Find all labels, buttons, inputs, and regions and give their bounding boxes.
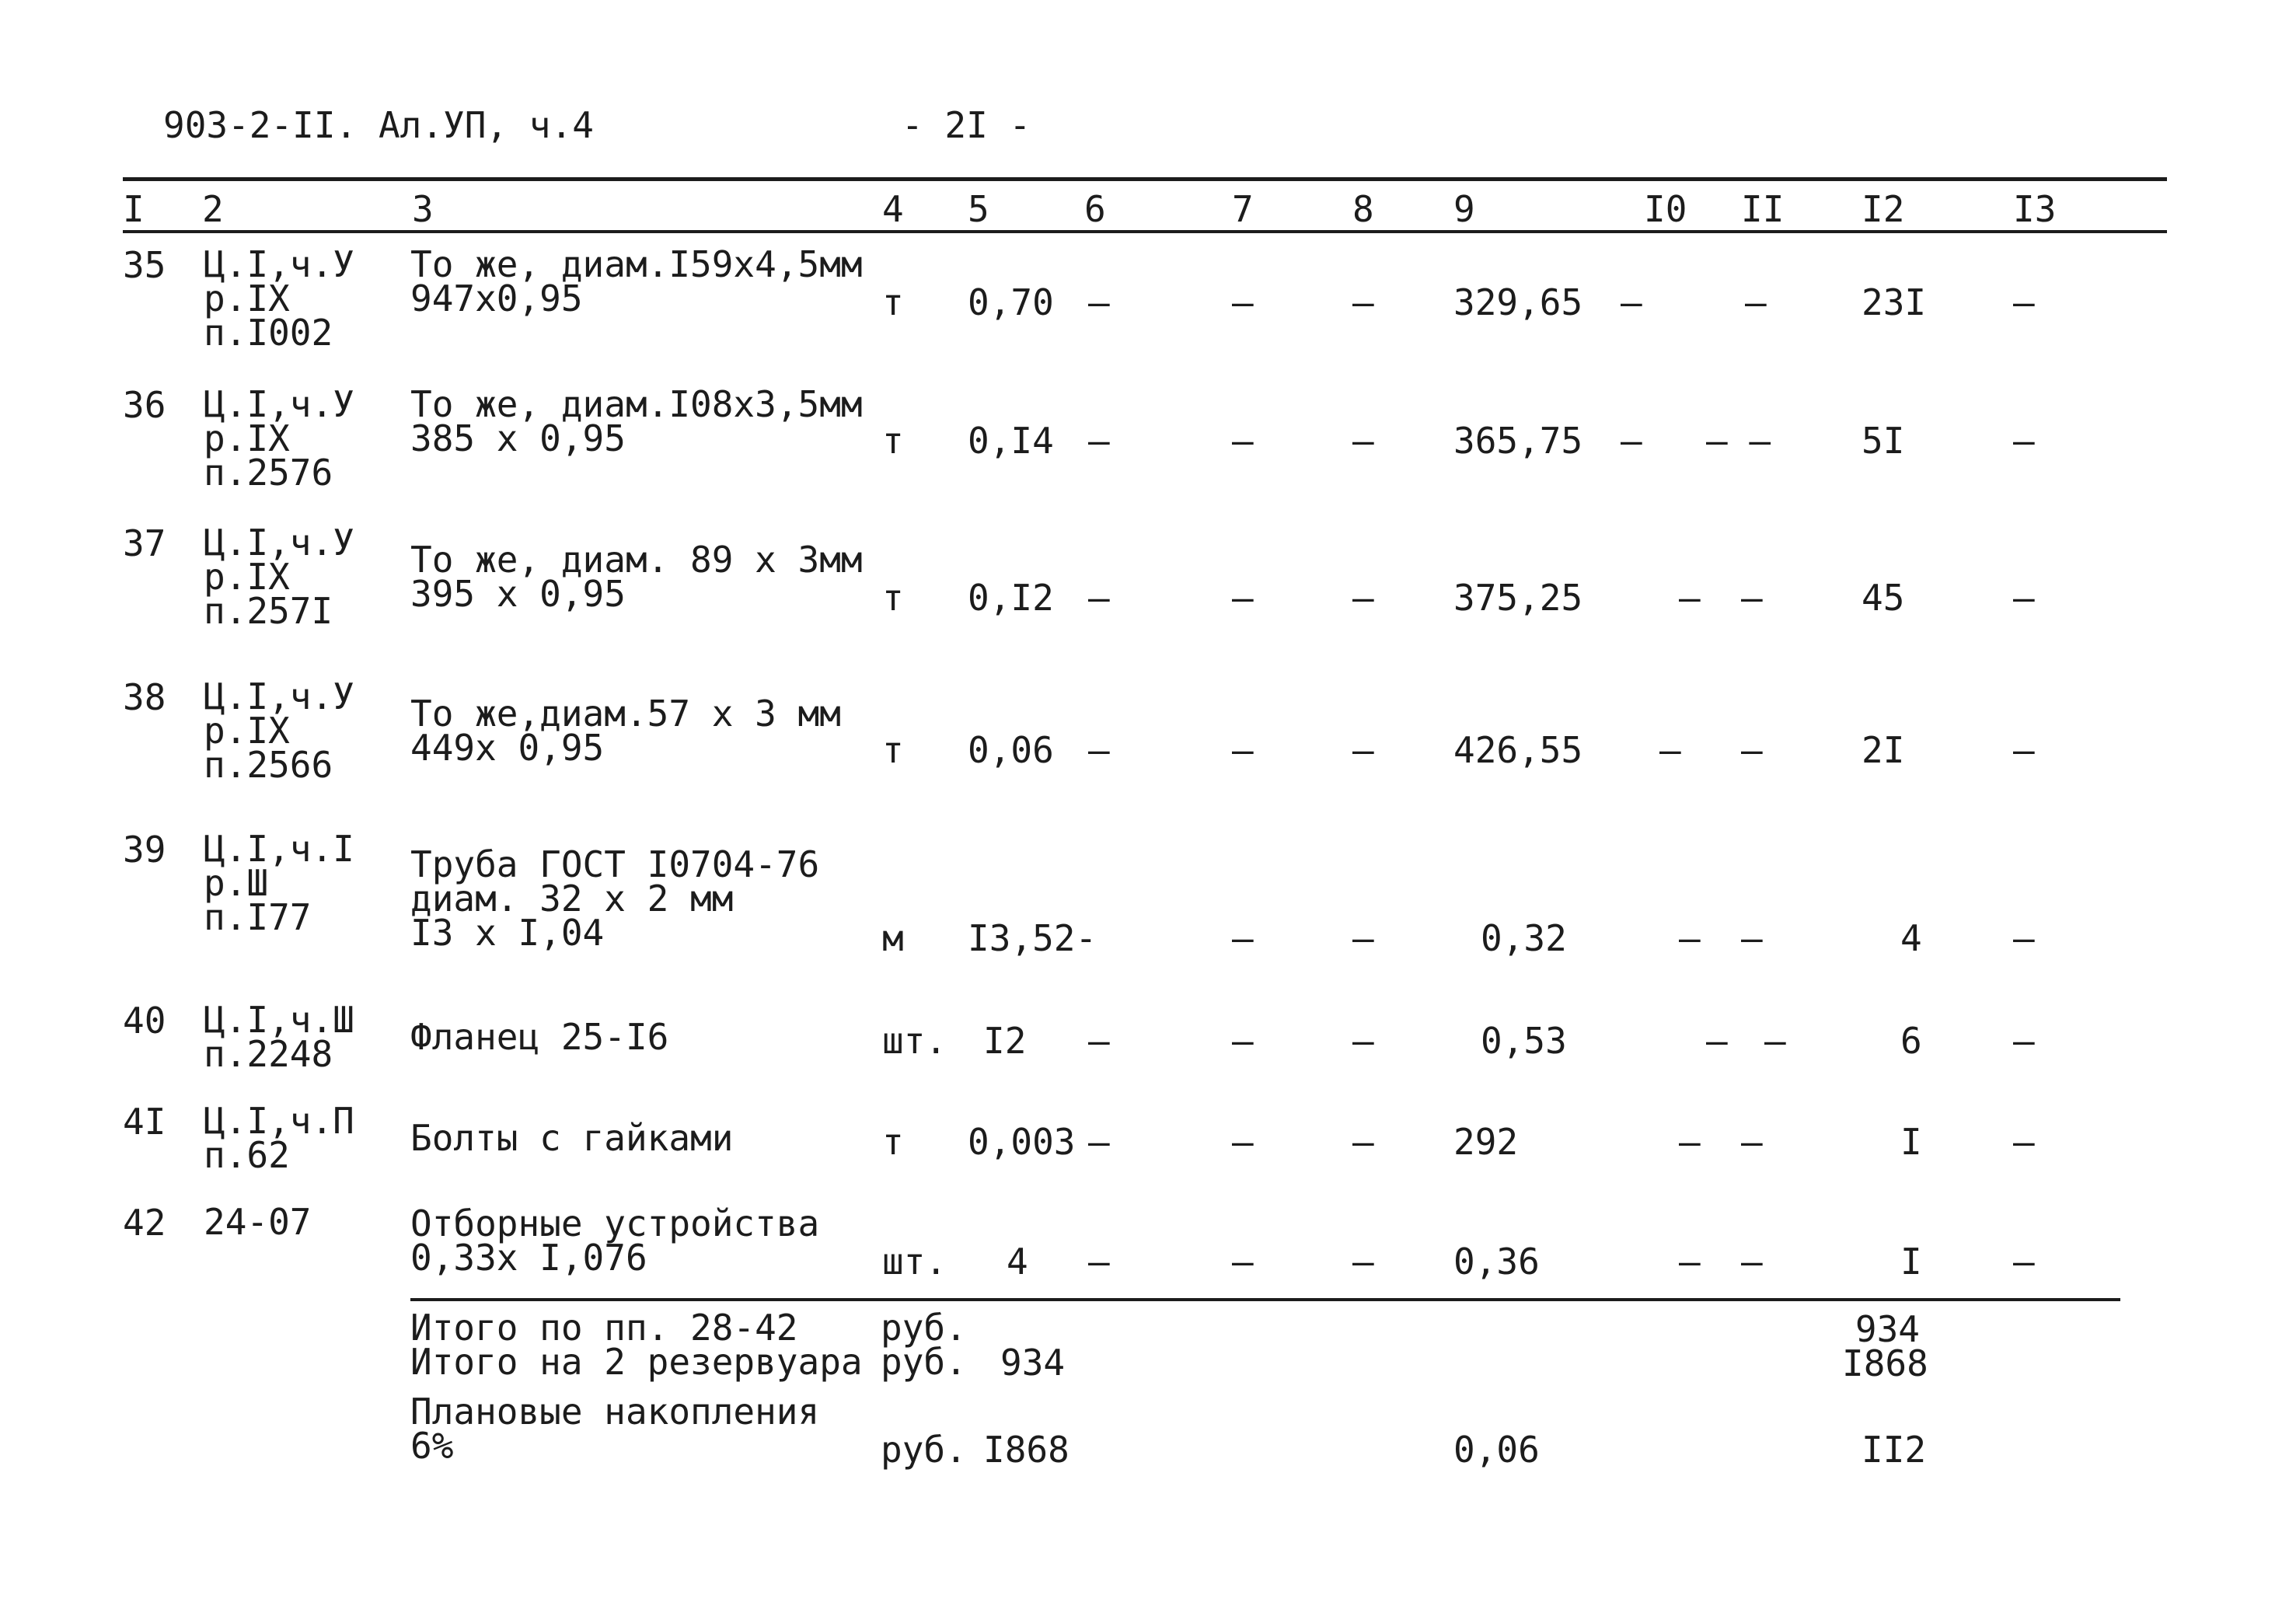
unit: т [882,281,904,323]
col-10: – [1621,281,1642,323]
total: I [1900,1241,1922,1283]
quantity: 0,I2 [968,577,1054,619]
unit: т [882,729,904,771]
row-number: 4I [123,1101,166,1143]
col-7: – [1232,1241,1254,1283]
total: 5I [1862,420,1905,462]
col-11: – [1741,1241,1763,1283]
table-top-rule [123,177,2167,181]
col-13: – [2013,917,2035,959]
col-6: – [1088,281,1110,323]
col-10: – [1679,1121,1701,1163]
col-11: – [1764,1020,1786,1062]
unit: т [882,1121,904,1163]
document-code: 903-2-II. Ал.УП, ч.4 [163,104,594,146]
planned-rate: 0,06 [1453,1429,1540,1471]
quantity: I3,52- [968,917,1097,959]
row-number: 35 [123,244,166,286]
col-11: – [1741,577,1763,619]
col-11: – [1741,917,1763,959]
col-13: – [2013,1020,2035,1062]
col-6: – [1088,420,1110,462]
col-10: – [1706,1020,1728,1062]
item-description: Болты с гайками [410,1117,734,1159]
col-6: – [1088,729,1110,771]
col-8: – [1352,281,1374,323]
total: 6 [1900,1020,1922,1062]
col-6: – [1088,1241,1110,1283]
col-8: – [1352,1020,1374,1062]
unit-price: 0,36 [1453,1241,1540,1283]
col-13: – [2013,420,2035,462]
col-header-11: II [1741,188,1785,230]
unit: шт. [882,1241,947,1283]
col-11: – [1741,1121,1763,1163]
item-description: То же, диам.I59х4,5мм 947х0,95 [410,243,863,319]
row-number: 37 [123,522,166,564]
two-tanks-total: I868 [1842,1342,1928,1384]
unit: т [882,420,904,462]
col-header-5: 5 [968,188,989,230]
col-10: – [1679,577,1701,619]
col-8: – [1352,1121,1374,1163]
unit-price: 292 [1453,1121,1519,1163]
summary-units [881,1307,967,1383]
col-6: – [1088,1020,1110,1062]
col-7: – [1232,1020,1254,1062]
planned-unit: руб. [881,1429,967,1471]
header-bottom-rule [123,230,2167,233]
col-7: – [1232,577,1254,619]
col-10: – [1659,729,1681,771]
total: 2I [1862,729,1905,771]
norm-reference: 24-07 [204,1201,312,1243]
page-number: - 2I - [902,104,1031,146]
col-11: – [1745,281,1767,323]
col-8: – [1352,917,1374,959]
quantity: I2 [983,1020,1027,1062]
item-description: То же, диам.I08х3,5мм 385 х 0,95 [410,383,863,459]
quantity: 0,70 [968,281,1054,323]
norm-reference: Ц.I,ч.У р.IX п.2576 [204,383,354,494]
unit-price: 375,25 [1453,577,1583,619]
col-7: – [1232,1121,1254,1163]
summary-labels [410,1307,863,1383]
col-13: – [2013,1241,2035,1283]
col-8: – [1352,1241,1374,1283]
col-header-9: 9 [1453,188,1475,230]
norm-reference: Ц.I,ч.У р.IX п.257I [204,522,354,632]
col-header-10: I0 [1644,188,1687,230]
row-number: 38 [123,676,166,718]
item-description: Отборные устройства 0,33х I,076 [410,1202,820,1279]
norm-reference: Ц.I,ч.У р.IX п.I002 [204,243,354,354]
planned-total: II2 [1862,1429,1927,1471]
itogo-label: Итого по пп. 28-42 [410,1307,798,1349]
col-8: – [1352,729,1374,771]
col-7: – [1232,420,1254,462]
planned-accumulation-label: Плановые накопления 6% [410,1391,820,1467]
col-8: – [1352,577,1374,619]
col-13: – [2013,281,2035,323]
col-13: – [2013,729,2035,771]
two-tanks-quantity: 934 [1000,1342,1066,1384]
quantity: 0,003 [968,1121,1076,1163]
col-11: – [1741,729,1763,771]
quantity: 4 [1007,1241,1028,1283]
unit-price: 0,53 [1481,1020,1567,1062]
col-10: – [1679,1241,1701,1283]
unit-price: 365,75 [1453,420,1583,462]
row-number: 42 [123,1202,166,1244]
unit: шт. [882,1020,947,1062]
norm-reference: Ц.I,ч.I р.Ш п.I77 [204,828,354,938]
col-header-1: I [123,188,145,230]
norm-reference: Ц.I,ч.П п.62 [204,1100,354,1176]
unit-price: 426,55 [1453,729,1583,771]
norm-reference: Ц.I,ч.Ш п.2248 [204,999,354,1075]
row-number: 36 [123,384,166,426]
quantity: 0,06 [968,729,1054,771]
row-number: 40 [123,1000,166,1042]
row-number: 39 [123,829,166,871]
item-description: То же, диам. 89 х 3мм 395 х 0,95 [410,539,863,615]
col-6: – [1088,1121,1110,1163]
total: 4 [1900,917,1922,959]
item-description: То же,диам.57 х 3 мм 449х 0,95 [410,693,841,769]
col-header-3: 3 [412,188,434,230]
col-header-4: 4 [882,188,904,230]
item-description: Фланец 25-I6 [410,1016,669,1058]
total: 45 [1862,577,1905,619]
unit-price: 329,65 [1453,281,1583,323]
col-7: – [1232,729,1254,771]
itogo-total: 934 [1855,1308,1920,1350]
col-header-8: 8 [1352,188,1374,230]
col-6: – [1088,577,1110,619]
planned-quantity: I868 [983,1429,1069,1471]
col-7: – [1232,281,1254,323]
unit-price: 0,32 [1481,917,1567,959]
unit: т [882,577,904,619]
col-7: – [1232,917,1254,959]
item-description: Труба ГОСТ I0704-76 диам. 32 х 2 мм I3 х I,04 [410,843,820,954]
summary-rule [410,1298,2120,1301]
col-header-7: 7 [1232,188,1254,230]
col-header-6: 6 [1084,188,1106,230]
total: 23I [1862,281,1927,323]
norm-reference: Ц.I,ч.У р.IX п.2566 [204,675,354,786]
col-8: – [1352,420,1374,462]
col-header-12: I2 [1862,188,1905,230]
col-10: – [1621,420,1642,462]
col-13: – [2013,1121,2035,1163]
total: I [1900,1121,1922,1163]
itogo-unit: руб. [881,1307,967,1349]
col-11: – – [1706,420,1771,462]
summary-totals [1842,1308,1928,1384]
col-10: – [1679,917,1701,959]
col-header-13: I3 [2013,188,2057,230]
col-header-2: 2 [202,188,224,230]
unit: м [882,917,904,959]
two-tanks-label: Итого на 2 резервуара [410,1341,863,1383]
quantity: 0,I4 [968,420,1054,462]
col-13: – [2013,577,2035,619]
two-tanks-unit: руб. [881,1341,967,1383]
